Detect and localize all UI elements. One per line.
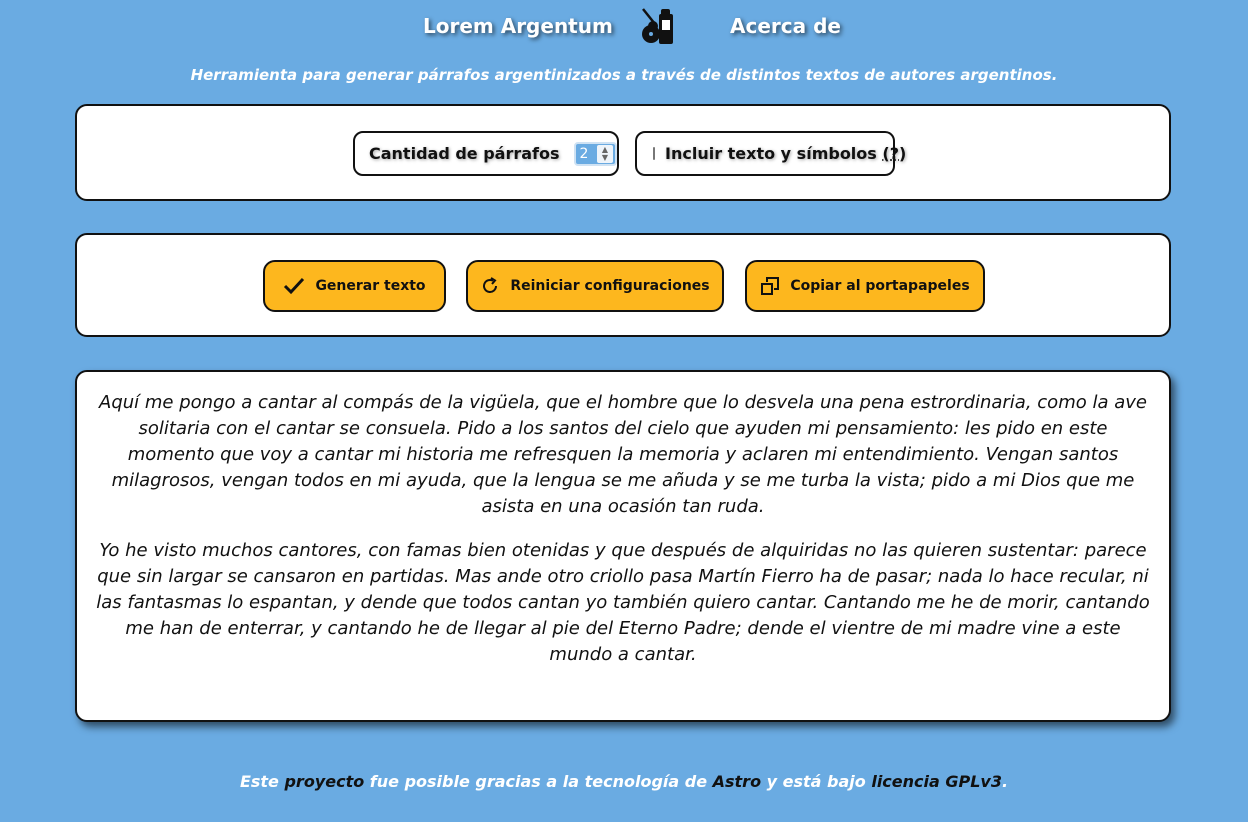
license-link[interactable]: licencia GPLv3 <box>871 772 1002 791</box>
paragraph-count-value: 2 <box>579 145 589 162</box>
symbols-help[interactable]: (?) <box>882 144 907 163</box>
refresh-icon <box>480 276 500 296</box>
footer-text: fue posible gracias a la tecnología de <box>364 772 713 791</box>
reset-button[interactable] <box>466 260 724 312</box>
copy-button[interactable] <box>745 260 985 312</box>
settings-panel <box>75 104 1171 201</box>
paragraph-count-input[interactable] <box>574 142 617 166</box>
project-link[interactable]: proyecto <box>284 772 365 791</box>
footer <box>0 772 1248 791</box>
paragraph-1: Aquí me pongo a cantar al compás de la vigüela, que el hombre que lo desvela una pena estrordinaria, como la ave solitaria con el cantar se consuela. Pido a los santos del cielo que ayuden mi pensamiento: les pido en este momento que voy a cantar mi historia me refresquen la memoria y aclaren mi entendimiento. Vengan santos milagrosos, vengan todos en mi ayuda, que la lengua se me añuda y se me turba la vista; pido a mi Dios que me asista en una ocasión tan ruda. <box>99 392 1147 517</box>
symbols-setting <box>635 131 907 176</box>
actions-panel <box>75 233 1171 337</box>
generated-text <box>95 390 1151 686</box>
copy-icon <box>760 276 780 296</box>
symbols-label: Incluir texto y símbolos (?) <box>665 144 907 163</box>
gaucho-guitar-icon[interactable] <box>638 6 680 46</box>
check-icon <box>283 277 305 295</box>
paragraph-2: Yo he visto muchos cantores, con famas bien otenidas y que después de alquiridas no las quieren sustentar: parece que sin largar se cansaron en partidas. Mas ande otro criollo pasa Martín Fierro ha de pasar; nada lo hace recular, ni las fantasmas lo espantan, y dende que todos cantan yo también quiero cantar. Cantando me he de morir, cantando me han de enterrar, y cantando he de llegar al pie del Eterno Padre; dende el vientre de mi madre vine a este mundo a cantar. <box>96 540 1150 665</box>
astro-link[interactable]: Astro <box>712 772 762 791</box>
reset-label: Reiniciar configuraciones <box>510 278 710 294</box>
home-link[interactable]: Lorem Argentum <box>423 14 613 38</box>
paragraph-count-label: Cantidad de párrafos <box>369 144 560 163</box>
tagline: Herramienta para generar párrafos argentinizados a través de distintos textos de autores argentinos. <box>190 66 1058 84</box>
symbols-checkbox[interactable] <box>653 147 655 160</box>
generate-button[interactable] <box>263 260 446 312</box>
site-header <box>0 0 1248 56</box>
paragraph-count-setting <box>353 131 619 176</box>
footer-text: Este <box>239 772 285 791</box>
output-panel[interactable] <box>75 370 1171 722</box>
footer-text: y está bajo <box>761 772 872 791</box>
about-link[interactable]: Acerca de <box>730 14 841 38</box>
stepper-icon[interactable]: ▲ ▼ <box>597 145 613 163</box>
footer-text: . <box>1001 772 1009 791</box>
copy-label: Copiar al portapapeles <box>790 278 970 294</box>
generate-label: Generar texto <box>315 278 426 294</box>
